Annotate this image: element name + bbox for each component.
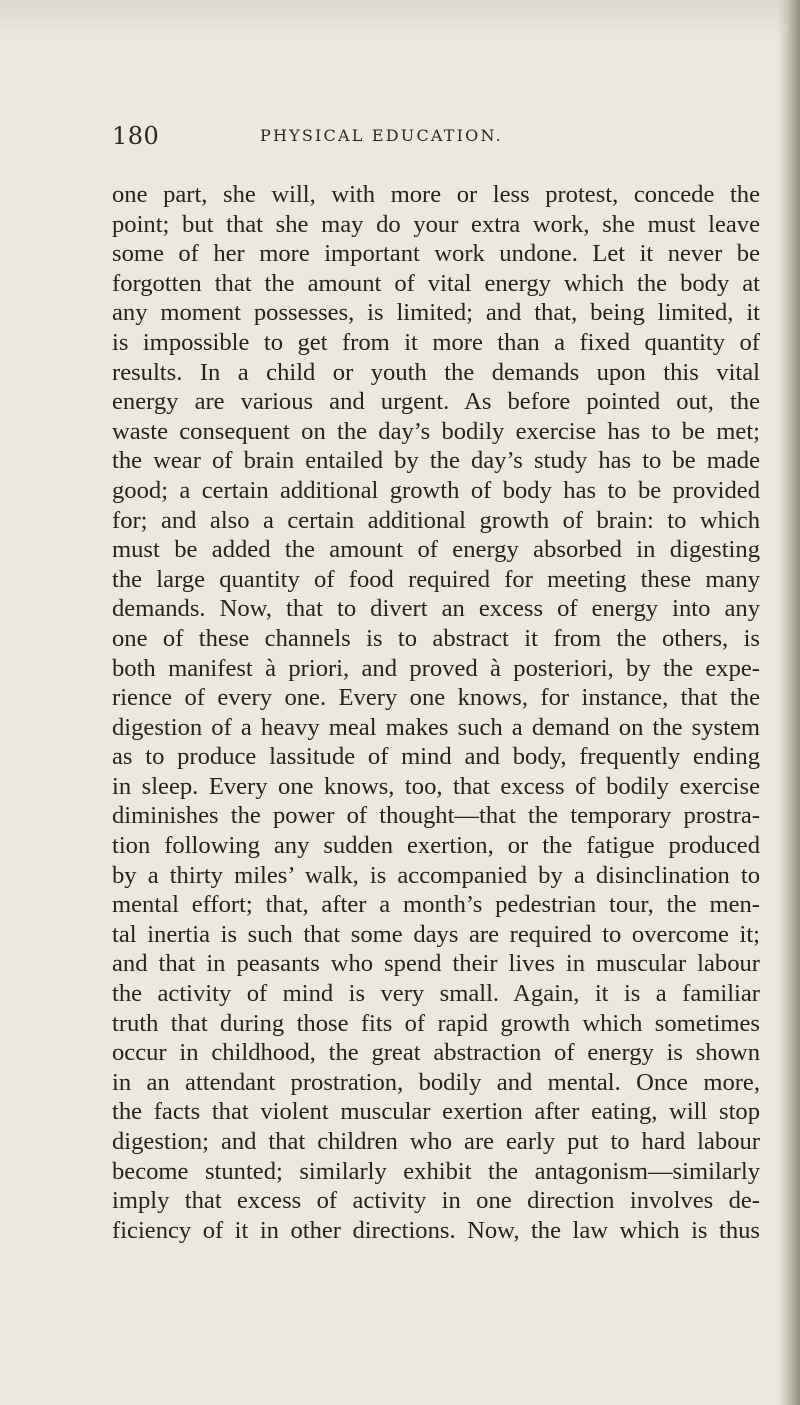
- text-line: tion following any sudden exertion, or the fatigue produced: [112, 832, 760, 860]
- text-line: in an attendant prostration, bodily and mental. Once more,: [112, 1068, 760, 1096]
- text-line: waste consequent on the day’s bodily exercise has to be met;: [112, 417, 760, 445]
- text-line: tal inertia is such that some days are required to overcome it;: [112, 920, 760, 948]
- text-line: imply that excess of activity in one direction involves de-: [112, 1187, 760, 1215]
- running-head: PHYSICAL EDUCATION.: [260, 126, 503, 145]
- text-line: and that in peasants who spend their lives in muscular labour: [112, 950, 760, 978]
- text-line: digestion of a heavy meal makes such a demand on the system: [112, 713, 760, 741]
- text-line: ficiency of it in other directions. Now, the law which is thus: [112, 1216, 760, 1244]
- page-edge-shadow: [778, 0, 800, 1405]
- text-line: rience of every one. Every one knows, for instance, that the: [112, 684, 760, 712]
- text-line: some of her more important work undone. Let it never be: [112, 240, 760, 268]
- text-line: good; a certain additional growth of body has to be provided: [112, 476, 760, 504]
- text-line: as to produce lassitude of mind and body, frequently ending: [112, 743, 760, 771]
- text-line: become stunted; similarly exhibit the antagonism—similarly: [112, 1157, 760, 1185]
- text-line: demands. Now, that to divert an excess of energy into any: [112, 595, 760, 623]
- text-line: point; but that she may do your extra work, she must leave: [112, 210, 760, 238]
- page-number: 180: [112, 122, 160, 150]
- text-line: mental effort; that, after a month’s pedestrian tour, the men-: [112, 891, 760, 919]
- text-line: diminishes the power of thought—that the temporary prostra-: [112, 802, 760, 830]
- text-line: one of these channels is to abstract it from the others, is: [112, 624, 760, 652]
- page-top-shade: [0, 0, 800, 40]
- text-line: is impossible to get from it more than a fixed quantity of: [112, 328, 760, 356]
- page-header: [112, 122, 722, 162]
- text-line: must be added the amount of energy absorbed in digesting: [112, 536, 760, 564]
- text-line: both manifest à priori, and proved à posteriori, by the expe-: [112, 654, 760, 682]
- text-line: the facts that violent muscular exertion after eating, will stop: [112, 1098, 760, 1126]
- text-line: the large quantity of food required for meeting these many: [112, 565, 760, 593]
- text-line: the wear of brain entailed by the day’s study has to be made: [112, 447, 760, 475]
- text-line: results. In a child or youth the demands upon this vital: [112, 358, 760, 386]
- text-line: forgotten that the amount of vital energy which the body at: [112, 269, 760, 297]
- text-line: by a thirty miles’ walk, is accompanied by a disinclination to: [112, 861, 760, 889]
- body-text: [112, 180, 760, 1245]
- text-line: any moment possesses, is limited; and that, being limited, it: [112, 299, 760, 327]
- text-line: in sleep. Every one knows, too, that excess of bodily exercise: [112, 772, 760, 800]
- text-line: truth that during those fits of rapid growth which sometimes: [112, 1009, 760, 1037]
- text-line: the activity of mind is very small. Again, it is a familiar: [112, 980, 760, 1008]
- text-line: for; and also a certain additional growth of brain: to which: [112, 506, 760, 534]
- text-line: digestion; and that children who are early put to hard labour: [112, 1128, 760, 1155]
- text-line: occur in childhood, the great abstraction of energy is shown: [112, 1039, 760, 1067]
- text-line: one part, she will, with more or less protest, concede the: [112, 181, 760, 208]
- text-line: energy are various and urgent. As before pointed out, the: [112, 388, 760, 416]
